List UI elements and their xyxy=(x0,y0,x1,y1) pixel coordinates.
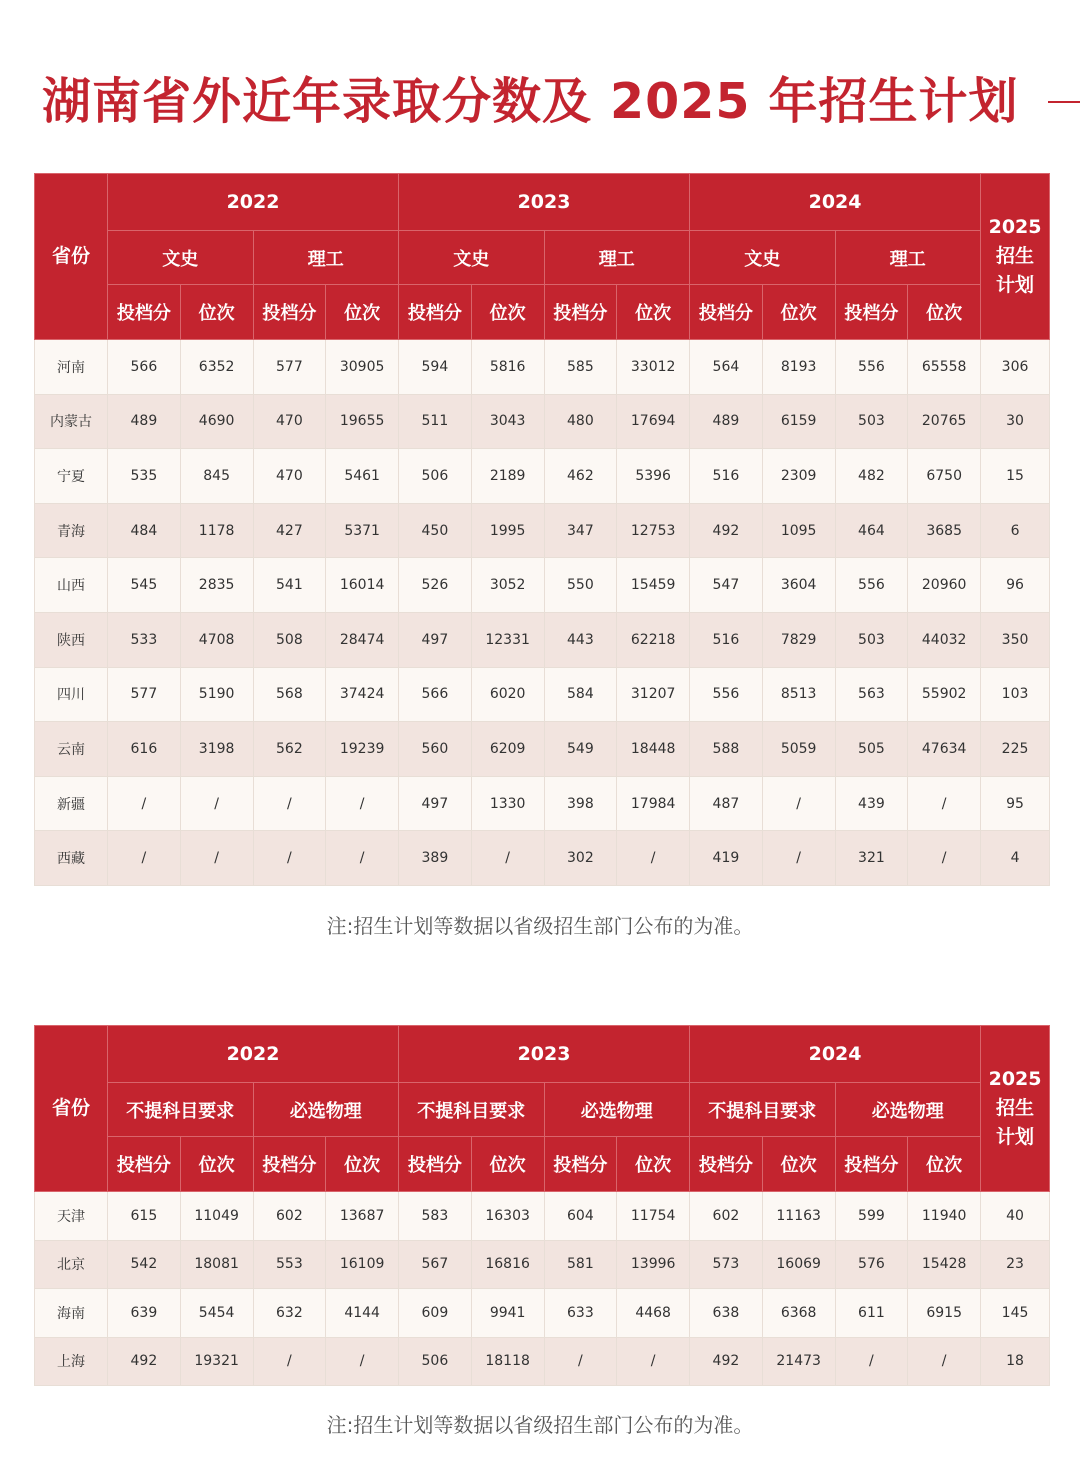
plan-cell: 225 xyxy=(981,722,1050,777)
value-cell: 609 xyxy=(399,1289,472,1338)
value-cell: / xyxy=(180,776,253,831)
value-cell: 6915 xyxy=(908,1289,981,1338)
value-cell: 492 xyxy=(108,1337,181,1386)
province-cell: 四川 xyxy=(35,667,108,722)
value-cell: 5059 xyxy=(762,722,835,777)
value-cell: 3604 xyxy=(762,558,835,613)
value-cell: 4144 xyxy=(326,1289,399,1338)
value-cell: 492 xyxy=(690,503,763,558)
value-cell: 5454 xyxy=(180,1289,253,1338)
value-cell: 464 xyxy=(835,503,908,558)
value-cell: / xyxy=(908,831,981,886)
province-cell: 云南 xyxy=(35,722,108,777)
value-cell: / xyxy=(326,1337,399,1386)
plan-cell: 103 xyxy=(981,667,1050,722)
metric-header: 位次 xyxy=(762,1137,835,1192)
metric-header: 投档分 xyxy=(108,285,181,340)
plan-cell: 306 xyxy=(981,340,1050,395)
value-cell: 547 xyxy=(690,558,763,613)
value-cell: 556 xyxy=(835,340,908,395)
track-header: 必选物理 xyxy=(835,1083,981,1137)
metric-header: 投档分 xyxy=(108,1137,181,1192)
track-header: 理工 xyxy=(544,231,690,285)
value-cell: 516 xyxy=(690,612,763,667)
year-header: 2024 xyxy=(690,1026,981,1083)
value-cell: 321 xyxy=(835,831,908,886)
value-cell: 6020 xyxy=(471,667,544,722)
track-header: 理工 xyxy=(253,231,399,285)
value-cell: 21473 xyxy=(762,1337,835,1386)
province-cell: 河南 xyxy=(35,340,108,395)
plan-cell: 96 xyxy=(981,558,1050,613)
table-row xyxy=(35,503,1050,558)
metric-header: 位次 xyxy=(908,1137,981,1192)
value-cell: / xyxy=(326,776,399,831)
value-cell: 398 xyxy=(544,776,617,831)
value-cell: 639 xyxy=(108,1289,181,1338)
metric-header: 投档分 xyxy=(690,1137,763,1192)
value-cell: 594 xyxy=(399,340,472,395)
value-cell: 583 xyxy=(399,1192,472,1241)
province-cell: 新疆 xyxy=(35,776,108,831)
value-cell: 443 xyxy=(544,612,617,667)
value-cell: / xyxy=(253,776,326,831)
value-cell: 615 xyxy=(108,1192,181,1241)
plan-cell: 6 xyxy=(981,503,1050,558)
value-cell: 11754 xyxy=(617,1192,690,1241)
value-cell: 616 xyxy=(108,722,181,777)
value-cell: / xyxy=(326,831,399,886)
value-cell: 568 xyxy=(253,667,326,722)
value-cell: / xyxy=(180,831,253,886)
value-cell: 18081 xyxy=(180,1240,253,1289)
table-row xyxy=(35,776,1050,831)
value-cell: 19239 xyxy=(326,722,399,777)
value-cell: 503 xyxy=(835,394,908,449)
value-cell: 18448 xyxy=(617,722,690,777)
value-cell: 470 xyxy=(253,449,326,504)
province-header: 省份 xyxy=(35,174,108,340)
value-cell: / xyxy=(617,831,690,886)
province-cell: 青海 xyxy=(35,503,108,558)
table-row xyxy=(35,340,1050,395)
metric-header: 投档分 xyxy=(690,285,763,340)
value-cell: 497 xyxy=(399,612,472,667)
value-cell: 489 xyxy=(108,394,181,449)
value-cell: 8193 xyxy=(762,340,835,395)
value-cell: 5816 xyxy=(471,340,544,395)
table-row xyxy=(35,1240,1050,1289)
value-cell: 13687 xyxy=(326,1192,399,1241)
table-row xyxy=(35,831,1050,886)
value-cell: 3685 xyxy=(908,503,981,558)
value-cell: / xyxy=(253,831,326,886)
value-cell: 16109 xyxy=(326,1240,399,1289)
plan-header xyxy=(981,174,1050,340)
value-cell: 19321 xyxy=(180,1337,253,1386)
value-cell: / xyxy=(471,831,544,886)
track-header: 不提科目要求 xyxy=(108,1083,254,1137)
value-cell: 439 xyxy=(835,776,908,831)
province-cell: 海南 xyxy=(35,1289,108,1338)
plan-cell: 145 xyxy=(981,1289,1050,1338)
plan-cell: 30 xyxy=(981,394,1050,449)
value-cell: 419 xyxy=(690,831,763,886)
value-cell: 13996 xyxy=(617,1240,690,1289)
value-cell: 4708 xyxy=(180,612,253,667)
value-cell: 302 xyxy=(544,831,617,886)
province-cell: 上海 xyxy=(35,1337,108,1386)
value-cell: 482 xyxy=(835,449,908,504)
value-cell: 462 xyxy=(544,449,617,504)
value-cell: / xyxy=(253,1337,326,1386)
metric-header: 投档分 xyxy=(835,285,908,340)
value-cell: 2835 xyxy=(180,558,253,613)
value-cell: 542 xyxy=(108,1240,181,1289)
metric-header: 位次 xyxy=(180,1137,253,1192)
value-cell: / xyxy=(908,776,981,831)
value-cell: 28474 xyxy=(326,612,399,667)
value-cell: / xyxy=(108,831,181,886)
value-cell: 516 xyxy=(690,449,763,504)
table-row xyxy=(35,558,1050,613)
province-header: 省份 xyxy=(35,1026,108,1192)
track-header: 不提科目要求 xyxy=(690,1083,836,1137)
value-cell: 566 xyxy=(108,340,181,395)
value-cell: 611 xyxy=(835,1289,908,1338)
value-cell: 480 xyxy=(544,394,617,449)
value-cell: 17984 xyxy=(617,776,690,831)
province-cell: 北京 xyxy=(35,1240,108,1289)
track-header: 文史 xyxy=(108,231,254,285)
metric-header: 位次 xyxy=(471,1137,544,1192)
value-cell: / xyxy=(544,1337,617,1386)
value-cell: 20960 xyxy=(908,558,981,613)
track-header: 必选物理 xyxy=(253,1083,399,1137)
province-cell: 天津 xyxy=(35,1192,108,1241)
metric-header: 位次 xyxy=(326,1137,399,1192)
plan-cell: 350 xyxy=(981,612,1050,667)
value-cell: 20765 xyxy=(908,394,981,449)
metric-header: 投档分 xyxy=(399,285,472,340)
table-row xyxy=(35,667,1050,722)
value-cell: 19655 xyxy=(326,394,399,449)
year-header: 2022 xyxy=(108,174,399,231)
value-cell: 6209 xyxy=(471,722,544,777)
year-header: 2024 xyxy=(690,174,981,231)
value-cell: 55902 xyxy=(908,667,981,722)
value-cell: 550 xyxy=(544,558,617,613)
table-row xyxy=(35,1289,1050,1338)
value-cell: 487 xyxy=(690,776,763,831)
value-cell: / xyxy=(617,1337,690,1386)
value-cell: 497 xyxy=(399,776,472,831)
value-cell: / xyxy=(762,831,835,886)
value-cell: 553 xyxy=(253,1240,326,1289)
value-cell: 845 xyxy=(180,449,253,504)
value-cell: 470 xyxy=(253,394,326,449)
value-cell: 535 xyxy=(108,449,181,504)
value-cell: 526 xyxy=(399,558,472,613)
value-cell: 563 xyxy=(835,667,908,722)
value-cell: 6368 xyxy=(762,1289,835,1338)
value-cell: 567 xyxy=(399,1240,472,1289)
admission-table-1 xyxy=(34,173,1050,886)
value-cell: 5190 xyxy=(180,667,253,722)
value-cell: 16816 xyxy=(471,1240,544,1289)
value-cell: 577 xyxy=(108,667,181,722)
plan-cell: 95 xyxy=(981,776,1050,831)
metric-header: 投档分 xyxy=(253,1137,326,1192)
value-cell: 6750 xyxy=(908,449,981,504)
value-cell: 581 xyxy=(544,1240,617,1289)
value-cell: 2189 xyxy=(471,449,544,504)
value-cell: 489 xyxy=(690,394,763,449)
metric-header: 位次 xyxy=(908,285,981,340)
value-cell: 16014 xyxy=(326,558,399,613)
value-cell: 37424 xyxy=(326,667,399,722)
value-cell: 1095 xyxy=(762,503,835,558)
value-cell: / xyxy=(908,1337,981,1386)
value-cell: 584 xyxy=(544,667,617,722)
metric-header: 位次 xyxy=(326,285,399,340)
metric-header: 位次 xyxy=(762,285,835,340)
province-cell: 陕西 xyxy=(35,612,108,667)
plan-cell: 15 xyxy=(981,449,1050,504)
province-cell: 宁夏 xyxy=(35,449,108,504)
admission-table-2 xyxy=(34,1025,1050,1386)
value-cell: 576 xyxy=(835,1240,908,1289)
value-cell: 12753 xyxy=(617,503,690,558)
value-cell: 65558 xyxy=(908,340,981,395)
metric-header: 位次 xyxy=(180,285,253,340)
track-header: 文史 xyxy=(399,231,545,285)
metric-header: 投档分 xyxy=(253,285,326,340)
value-cell: 17694 xyxy=(617,394,690,449)
value-cell: 573 xyxy=(690,1240,763,1289)
value-cell: 62218 xyxy=(617,612,690,667)
value-cell: 15428 xyxy=(908,1240,981,1289)
value-cell: 3043 xyxy=(471,394,544,449)
value-cell: 492 xyxy=(690,1337,763,1386)
value-cell: 12331 xyxy=(471,612,544,667)
year-header: 2023 xyxy=(399,174,690,231)
value-cell: 31207 xyxy=(617,667,690,722)
value-cell: 556 xyxy=(690,667,763,722)
value-cell: / xyxy=(762,776,835,831)
value-cell: 1330 xyxy=(471,776,544,831)
page-title: 湖南省外近年录取分数及 2025 年招生计划 xyxy=(42,73,1019,130)
plan-header-year: 2025 xyxy=(988,216,1042,238)
value-cell: 5396 xyxy=(617,449,690,504)
province-cell: 内蒙古 xyxy=(35,394,108,449)
metric-header: 投档分 xyxy=(544,1137,617,1192)
table-row xyxy=(35,1337,1050,1386)
value-cell: 11940 xyxy=(908,1192,981,1241)
value-cell: 511 xyxy=(399,394,472,449)
value-cell: 3198 xyxy=(180,722,253,777)
value-cell: / xyxy=(108,776,181,831)
value-cell: 2309 xyxy=(762,449,835,504)
value-cell: 508 xyxy=(253,612,326,667)
value-cell: 556 xyxy=(835,558,908,613)
value-cell: 599 xyxy=(835,1192,908,1241)
value-cell: 7829 xyxy=(762,612,835,667)
table-row xyxy=(35,449,1050,504)
track-header: 必选物理 xyxy=(544,1083,690,1137)
metric-header: 位次 xyxy=(617,285,690,340)
value-cell: 566 xyxy=(399,667,472,722)
value-cell: / xyxy=(835,1337,908,1386)
value-cell: 564 xyxy=(690,340,763,395)
value-cell: 549 xyxy=(544,722,617,777)
year-header: 2023 xyxy=(399,1026,690,1083)
title-rule xyxy=(1048,101,1080,103)
value-cell: 1178 xyxy=(180,503,253,558)
plan-header-year: 2025 xyxy=(988,1068,1042,1090)
value-cell: 533 xyxy=(108,612,181,667)
footnote: 注:招生计划等数据以省级招生部门公布的为准。 xyxy=(326,914,754,938)
track-header: 文史 xyxy=(690,231,836,285)
province-cell: 山西 xyxy=(35,558,108,613)
value-cell: 585 xyxy=(544,340,617,395)
value-cell: 16303 xyxy=(471,1192,544,1241)
value-cell: 5371 xyxy=(326,503,399,558)
metric-header: 投档分 xyxy=(835,1137,908,1192)
value-cell: 506 xyxy=(399,449,472,504)
table-row xyxy=(35,394,1050,449)
table-row xyxy=(35,612,1050,667)
value-cell: 3052 xyxy=(471,558,544,613)
value-cell: 1995 xyxy=(471,503,544,558)
plan-header-label-1: 招生 xyxy=(996,245,1035,267)
metric-header: 投档分 xyxy=(544,285,617,340)
plan-cell: 18 xyxy=(981,1337,1050,1386)
value-cell: 4690 xyxy=(180,394,253,449)
metric-header: 位次 xyxy=(617,1137,690,1192)
value-cell: 6352 xyxy=(180,340,253,395)
plan-header-label-1: 招生 xyxy=(996,1097,1035,1119)
value-cell: 541 xyxy=(253,558,326,613)
plan-cell: 23 xyxy=(981,1240,1050,1289)
value-cell: 602 xyxy=(253,1192,326,1241)
footnote: 注:招生计划等数据以省级招生部门公布的为准。 xyxy=(326,1413,754,1437)
plan-cell: 40 xyxy=(981,1192,1050,1241)
track-header: 不提科目要求 xyxy=(399,1083,545,1137)
province-cell: 西藏 xyxy=(35,831,108,886)
value-cell: 5461 xyxy=(326,449,399,504)
value-cell: 389 xyxy=(399,831,472,886)
value-cell: 633 xyxy=(544,1289,617,1338)
value-cell: 11163 xyxy=(762,1192,835,1241)
value-cell: 506 xyxy=(399,1337,472,1386)
value-cell: 33012 xyxy=(617,340,690,395)
value-cell: 503 xyxy=(835,612,908,667)
value-cell: 44032 xyxy=(908,612,981,667)
table-row xyxy=(35,1192,1050,1241)
value-cell: 638 xyxy=(690,1289,763,1338)
metric-header: 投档分 xyxy=(399,1137,472,1192)
value-cell: 347 xyxy=(544,503,617,558)
value-cell: 11049 xyxy=(180,1192,253,1241)
value-cell: 484 xyxy=(108,503,181,558)
value-cell: 18118 xyxy=(471,1337,544,1386)
value-cell: 505 xyxy=(835,722,908,777)
value-cell: 9941 xyxy=(471,1289,544,1338)
value-cell: 8513 xyxy=(762,667,835,722)
plan-header xyxy=(981,1026,1050,1192)
value-cell: 6159 xyxy=(762,394,835,449)
value-cell: 562 xyxy=(253,722,326,777)
plan-header-label-2: 计划 xyxy=(996,1126,1035,1148)
table-row xyxy=(35,722,1050,777)
value-cell: 577 xyxy=(253,340,326,395)
value-cell: 427 xyxy=(253,503,326,558)
year-header: 2022 xyxy=(108,1026,399,1083)
value-cell: 560 xyxy=(399,722,472,777)
track-header: 理工 xyxy=(835,231,981,285)
value-cell: 450 xyxy=(399,503,472,558)
value-cell: 588 xyxy=(690,722,763,777)
value-cell: 4468 xyxy=(617,1289,690,1338)
plan-cell: 4 xyxy=(981,831,1050,886)
value-cell: 15459 xyxy=(617,558,690,613)
value-cell: 602 xyxy=(690,1192,763,1241)
value-cell: 16069 xyxy=(762,1240,835,1289)
value-cell: 47634 xyxy=(908,722,981,777)
value-cell: 632 xyxy=(253,1289,326,1338)
value-cell: 545 xyxy=(108,558,181,613)
plan-header-label-2: 计划 xyxy=(996,274,1035,296)
metric-header: 位次 xyxy=(471,285,544,340)
value-cell: 604 xyxy=(544,1192,617,1241)
value-cell: 30905 xyxy=(326,340,399,395)
